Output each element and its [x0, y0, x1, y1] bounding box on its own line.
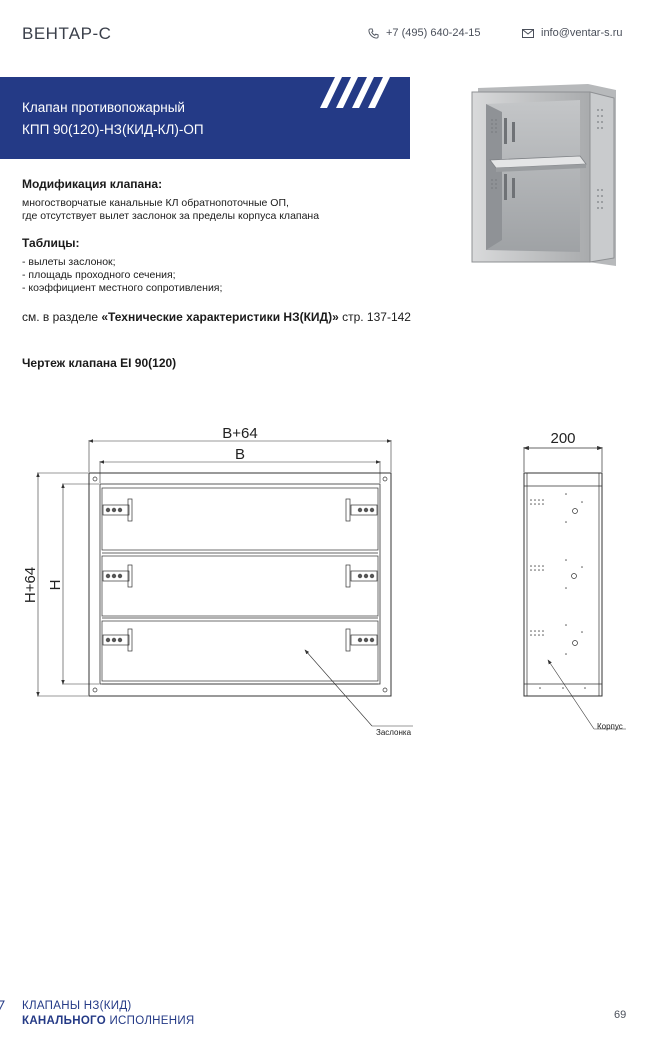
footer-chevron-mark	[0, 999, 8, 1015]
body-label: Корпус	[597, 722, 623, 731]
footer-section-subtitle	[22, 1015, 195, 1027]
tables-list-item: - коэффициент местного сопротивления;	[22, 282, 223, 294]
product-title-line1: Клапан противопожарный	[22, 100, 185, 115]
dim-depth: 200	[550, 430, 576, 447]
mail-icon	[522, 29, 534, 38]
product-title	[22, 97, 204, 141]
reference-section-link: «Технические характеристики НЗ(КИД)»	[101, 310, 339, 324]
dim-height: H	[47, 579, 64, 591]
tables-list	[22, 256, 222, 295]
valve-product-image	[468, 80, 618, 270]
banner-stripes-decoration	[320, 77, 410, 159]
modification-line1: многостворчатые канальные КЛ обратнопоточные ОП,	[22, 197, 289, 209]
drawing-heading: Чертеж клапана EI 90(120)	[22, 356, 177, 370]
tables-heading: Таблицы:	[22, 236, 80, 250]
tables-list-item: - площадь проходного сечения;	[22, 269, 176, 281]
footer-subtitle-rest: ИСПОЛНЕНИЯ	[105, 1015, 195, 1027]
dim-width-total: B+64	[222, 425, 258, 442]
footer-section-title: КЛАПАНЫ НЗ(КИД)	[22, 1000, 132, 1012]
dim-width: B	[234, 446, 246, 463]
page-number: 69	[614, 1009, 627, 1021]
tables-list-item: - вылеты заслонок;	[22, 256, 116, 268]
reference-prefix: см. в разделе	[22, 310, 102, 324]
valve-technical-drawing	[0, 415, 661, 755]
phone-icon	[368, 28, 379, 39]
phone-number: +7 (495) 640-24-15	[386, 27, 481, 39]
dim-height-total: H+64	[22, 566, 39, 604]
email-address: info@ventar-s.ru	[541, 27, 623, 39]
modification-line2: где отсутствует вылет заслонок за пределы корпуса клапана	[22, 210, 320, 222]
modification-heading: Модификация клапана:	[22, 177, 163, 191]
damper-label: Заслонка	[376, 728, 412, 737]
reference-pages: стр. 137-142	[338, 310, 411, 324]
product-title-line2: КПП 90(120)-НЗ(КИД-КЛ)-ОП	[22, 122, 204, 137]
phone-contact[interactable]	[368, 27, 480, 39]
title-banner	[0, 77, 410, 159]
reference-text	[22, 310, 411, 324]
modification-text	[22, 197, 319, 223]
email-contact[interactable]	[522, 27, 622, 39]
brand-logo-text: ВЕНТАР-С	[22, 24, 112, 43]
footer-subtitle-bold: КАНАЛЬНОГО	[22, 1015, 106, 1027]
